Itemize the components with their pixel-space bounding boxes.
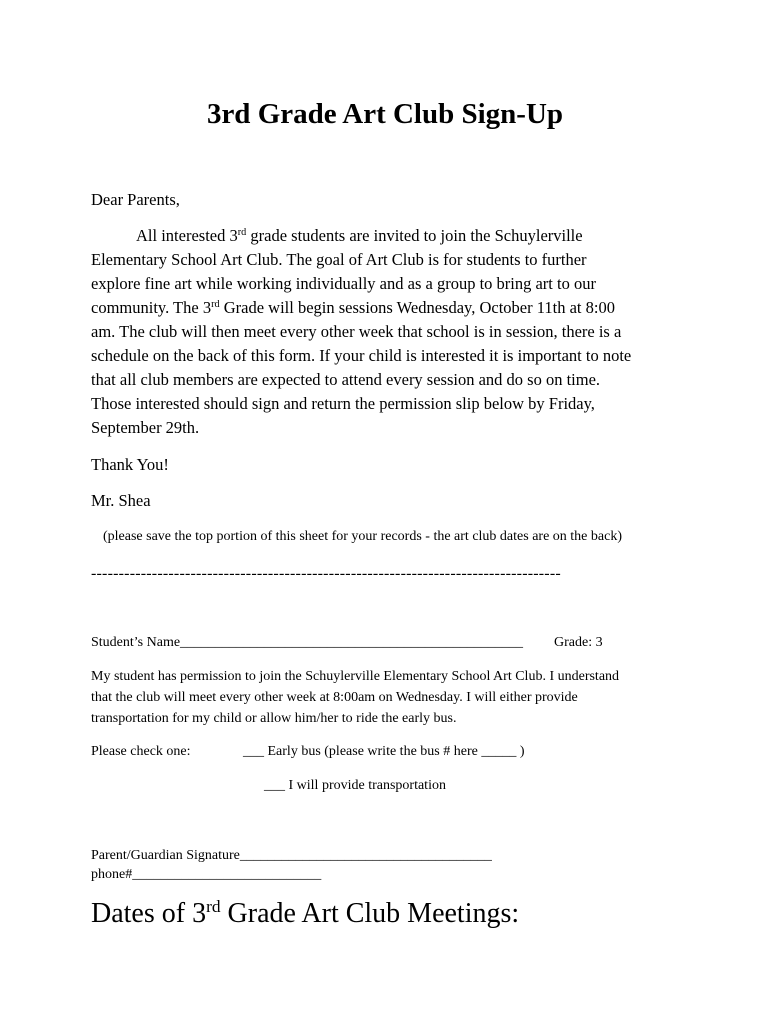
permission-line: that the club will meet every other week at 8:00am on Wednesday. I will either provide [91,690,578,705]
paragraph-line: schedule on the back of this form. If your child is interested it is important to note [91,346,632,365]
transportation-option: ___ I will provide transportation [264,778,446,793]
salutation: Dear Parents, [91,190,180,209]
dates-heading: Dates of 3rd Grade Art Club Meetings: [91,897,520,929]
paragraph-line: explore fine art while working individually and as a group to bring art to our [91,274,596,293]
permission-line: transportation for my child or allow him/her to ride the early bus. [91,711,457,726]
paragraph-line: Elementary School Art Club. The goal of Art Club is for students to further [91,250,587,269]
early-bus-option: ___ Early bus (please write the bus # here _____ ) [243,744,525,759]
page-title: 3rd Grade Art Club Sign-Up [206,98,564,130]
thank-you: Thank You! [91,455,169,474]
paragraph-line: that all club members are expected to attend every session and do so on time. [91,370,601,389]
paragraph-line: September 29th. [91,418,200,437]
paragraph-line: community. The 3rd Grade will begin sessions Wednesday, October 11th at 8:00 [91,298,615,317]
cut-line-divider: ------------------------------------------------------------------------------------- [91,565,561,582]
paragraph-line: am. The club will then meet every other week that school is in session, there is a [91,322,622,341]
student-name-field: Student’s Name_________________________________________________ [91,635,524,650]
permission-line: My student has permission to join the Schuylerville Elementary School Art Club. I understand [91,669,620,684]
check-one-label: Please check one: [91,744,191,759]
paragraph-line: Those interested should sign and return the permission slip below by Friday, [91,394,595,413]
signoff: Mr. Shea [91,491,151,510]
signature-field: Parent/Guardian Signature____________________________________ [91,848,492,863]
paragraph-line: All interested 3rd grade students are invited to join the Schuylerville [136,226,583,245]
grade-label: Grade: 3 [554,635,603,650]
phone-field: phone#___________________________ [91,867,322,882]
records-note: (please save the top portion of this sheet for your records - the art club dates are on the back) [103,529,622,544]
